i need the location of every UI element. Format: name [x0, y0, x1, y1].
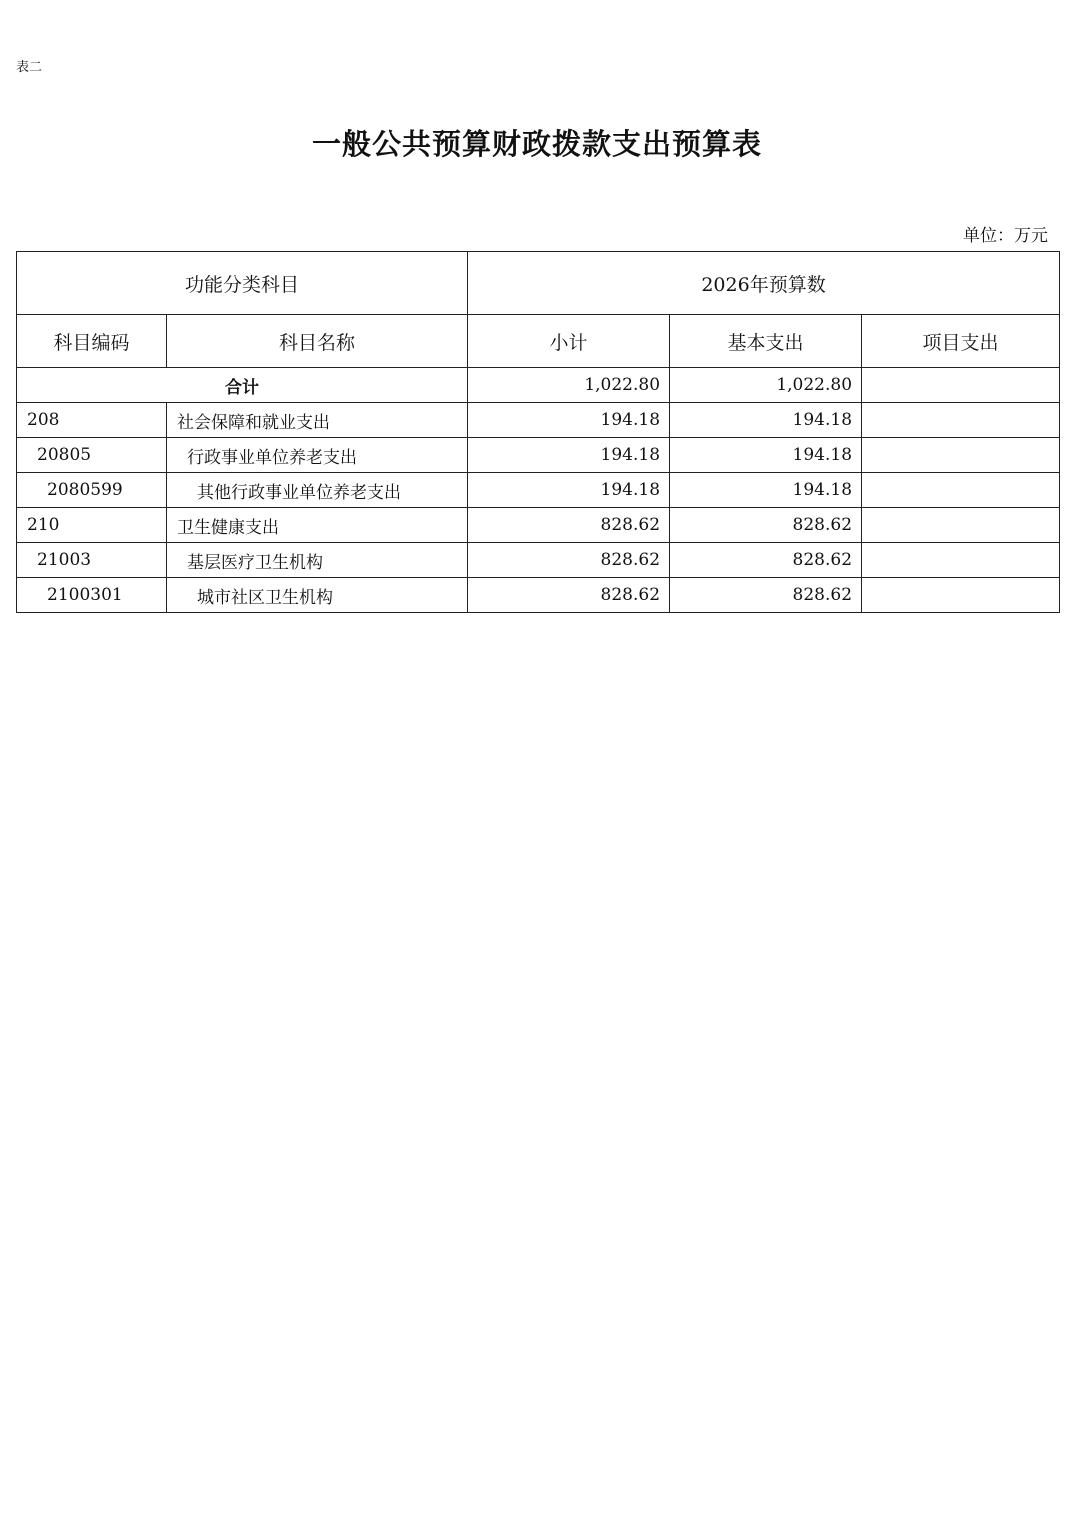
table-row — [17, 578, 1060, 613]
row-name: 基层医疗卫生机构 — [167, 543, 468, 578]
row-name: 卫生健康支出 — [167, 508, 468, 543]
row-subtotal: 194.18 — [468, 438, 670, 473]
row-basic: 828.62 — [670, 578, 862, 613]
row-project — [862, 508, 1060, 543]
header-row-2 — [17, 315, 1060, 368]
row-code: 208 — [17, 403, 167, 438]
row-subtotal: 194.18 — [468, 403, 670, 438]
budget-table — [16, 251, 1060, 613]
row-code: 210 — [17, 508, 167, 543]
header-functional-category: 功能分类科目 — [17, 252, 468, 315]
row-project — [862, 578, 1060, 613]
header-row-1 — [17, 252, 1060, 315]
header-code: 科目编码 — [17, 315, 167, 368]
row-basic: 828.62 — [670, 508, 862, 543]
row-project — [862, 543, 1060, 578]
header-name: 科目名称 — [167, 315, 468, 368]
total-basic: 1,022.80 — [670, 368, 862, 403]
unit-label: 单位：万元 — [963, 226, 1048, 246]
table-row — [17, 543, 1060, 578]
row-code: 20805 — [17, 438, 167, 473]
row-basic: 194.18 — [670, 473, 862, 508]
row-project — [862, 438, 1060, 473]
table-row — [17, 508, 1060, 543]
row-basic: 194.18 — [670, 438, 862, 473]
header-project: 项目支出 — [862, 315, 1060, 368]
row-name: 城市社区卫生机构 — [167, 578, 468, 613]
header-budget-year: 2026年预算数 — [468, 252, 1060, 315]
header-subtotal: 小计 — [468, 315, 670, 368]
row-subtotal: 194.18 — [468, 473, 670, 508]
row-subtotal: 828.62 — [468, 543, 670, 578]
total-project — [862, 368, 1060, 403]
table-number: 表二 — [16, 60, 43, 75]
row-basic: 194.18 — [670, 403, 862, 438]
row-name: 行政事业单位养老支出 — [167, 438, 468, 473]
table-row — [17, 403, 1060, 438]
row-name: 社会保障和就业支出 — [167, 403, 468, 438]
table-row — [17, 473, 1060, 508]
row-code: 2080599 — [17, 473, 167, 508]
row-basic: 828.62 — [670, 543, 862, 578]
table-row — [17, 438, 1060, 473]
total-subtotal: 1,022.80 — [468, 368, 670, 403]
page-title: 一般公共预算财政拨款支出预算表 — [311, 127, 762, 161]
row-name: 其他行政事业单位养老支出 — [167, 473, 468, 508]
row-project — [862, 473, 1060, 508]
row-project — [862, 403, 1060, 438]
row-code: 21003 — [17, 543, 167, 578]
total-row — [17, 368, 1060, 403]
header-basic: 基本支出 — [670, 315, 862, 368]
total-label: 合计 — [17, 368, 468, 403]
row-subtotal: 828.62 — [468, 578, 670, 613]
row-subtotal: 828.62 — [468, 508, 670, 543]
row-code: 2100301 — [17, 578, 167, 613]
